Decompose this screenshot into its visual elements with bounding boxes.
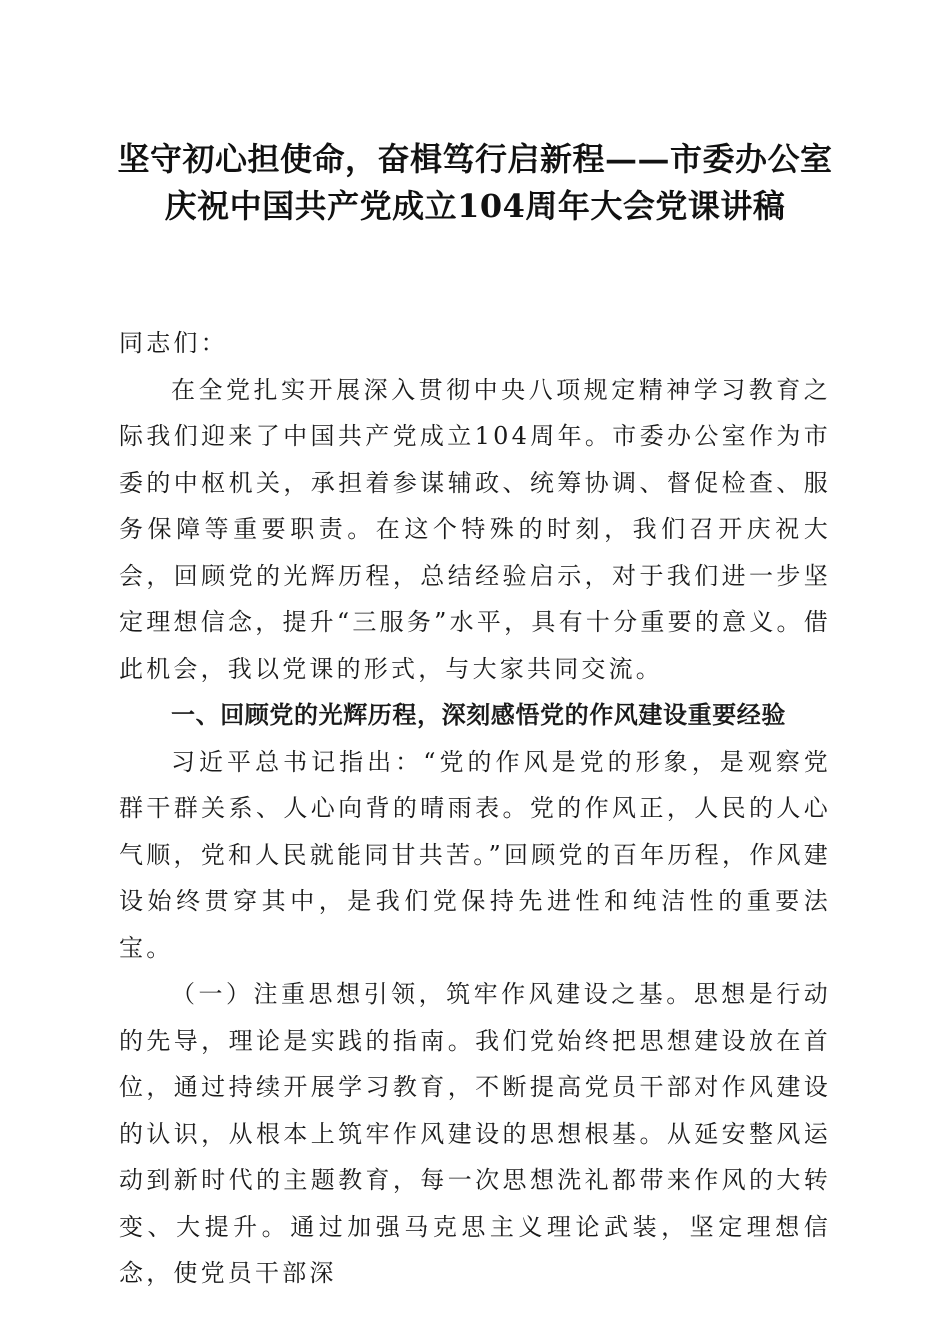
document-title: 坚守初心担使命，奋楫笃行启新程——市委办公室庆祝中国共产党成立104周年大会党课讲稿 xyxy=(117,140,833,225)
paragraph-intro: 在全党扎实开展深入贯彻中央八项规定精神学习教育之际我们迎来了中国共产党成立104周年。市委办公室作为市委的中枢机关，承担着参谋辅政、统筹协调、督促检查、服务保障等重要职责。在这个特殊的时刻，我们召开庆祝大会，回顾党的光辉历程，总结经验启示，对于我们进一步坚定理想信念，提升“三服务”水平，具有十分重要的意义。借此机会，我以党课的形式，与大家共同交流。 xyxy=(119,375,831,683)
document-body xyxy=(119,320,831,1297)
paragraph-subsection-1: （一）注重思想引领，筑牢作风建设之基。思想是行动的先导，理论是实践的指南。我们党始终把思想建设放在首位，通过持续开展学习教育，不断提高党员干部对作风建设的认识，从根本上筑牢作风建设的思想根基。从延安整风运动到新时代的主题教育，每一次思想洗礼都带来作风的大转变、大提升。通过加强马克思主义理论武装，坚定理想信念，使党员干部深 xyxy=(119,980,831,1287)
paragraph-quote: 习近平总书记指出：“党的作风是党的形象，是观察党群干群关系、人心向背的晴雨表。党的作风正，人民的人心气顺，党和人民就能同甘共苦。”回顾党的百年历程，作风建设始终贯穿其中，是我们党保持先进性和纯洁性的重要法宝。 xyxy=(119,747,831,962)
salutation: 同志们： xyxy=(119,329,228,357)
section-heading-1: 一、回顾党的光辉历程，深刻感悟党的作风建设重要经验 xyxy=(171,701,786,729)
